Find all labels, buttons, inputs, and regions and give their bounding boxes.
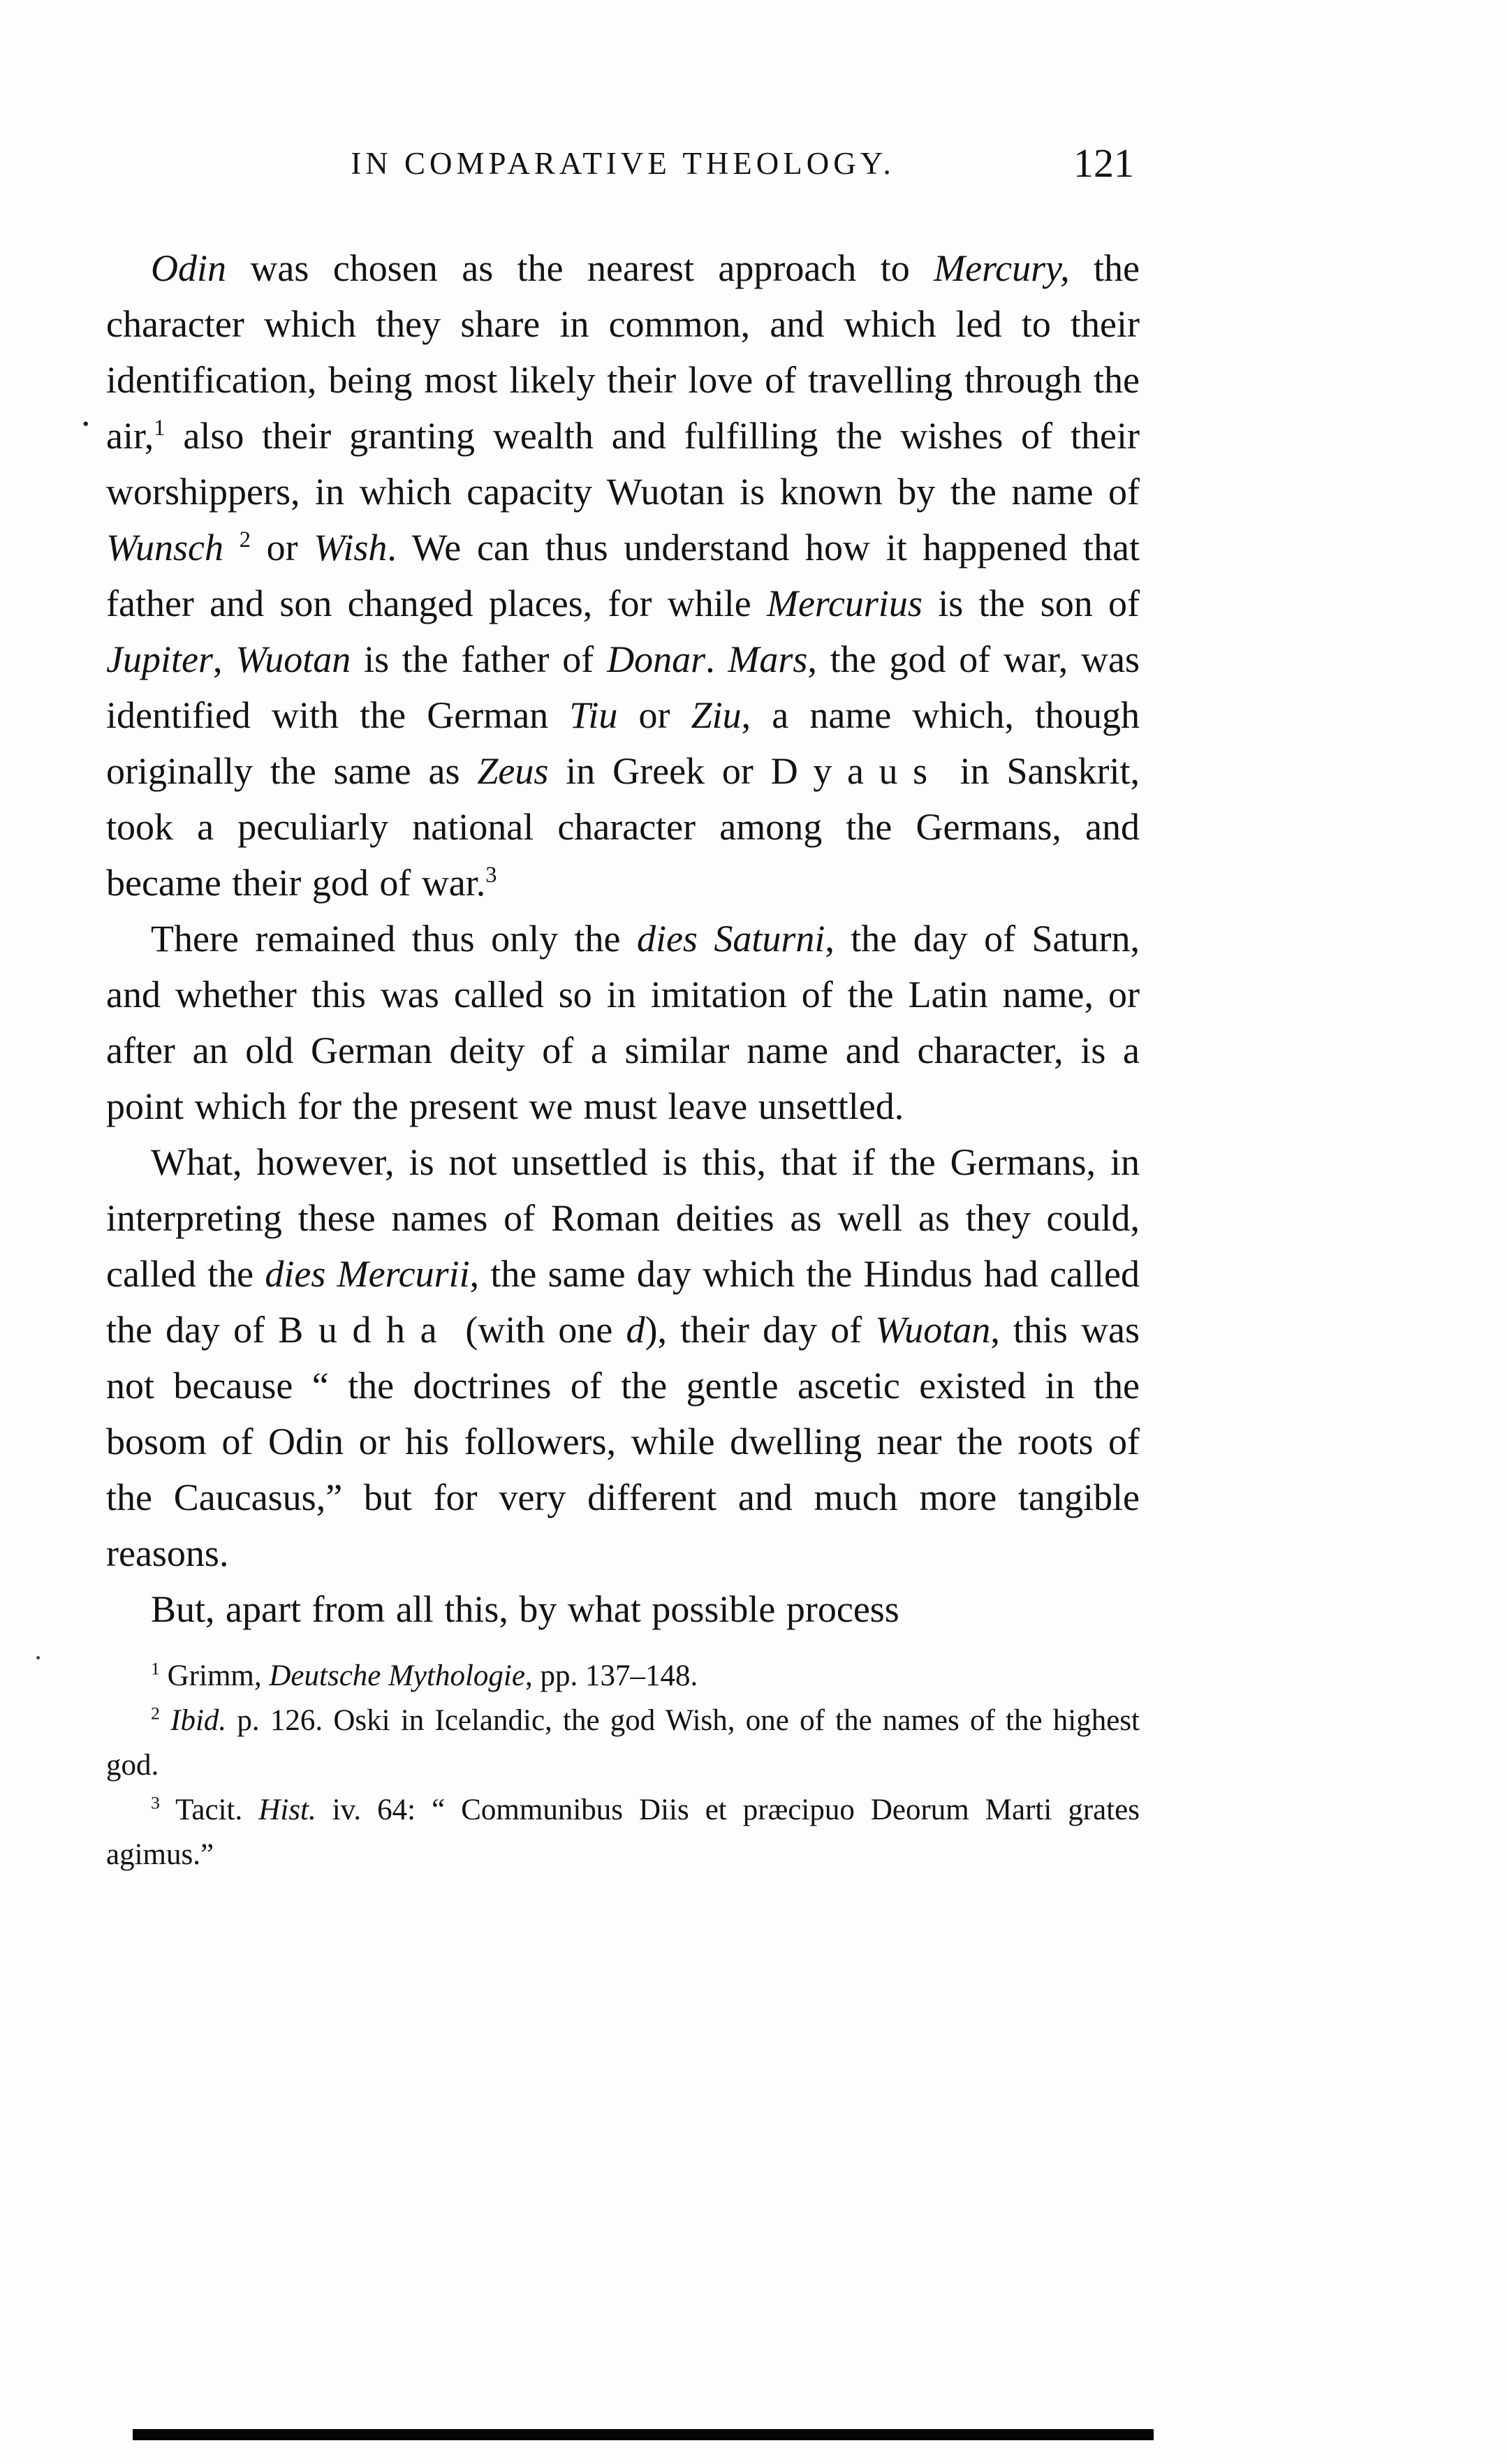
text-block — [106, 140, 1140, 1877]
paragraph: There remained thus only the dies Saturni, the day of Saturn, and whether this was called so in imitation of the Latin name, or after an old German deity of a similar name and character, is a point which for the present we must leave unsettled. — [106, 918, 1140, 1127]
scan-speck: · — [34, 1642, 43, 1673]
scan-artifact-line — [133, 2429, 1154, 2440]
scan-speck: . — [81, 392, 91, 434]
footnote: $^3$ Tacit. Hist. iv. 64: “ Communibus Diis et præcipuo Deorum Marti grates agimus.” — [106, 1792, 1140, 1871]
footnotes-block — [106, 1654, 1140, 1877]
page-header — [106, 140, 1140, 205]
footnote: $^1$ Grimm, Deutsche Mythologie, pp. 137–148. — [151, 1658, 698, 1692]
paragraph: But, apart from all this, by what possible process — [151, 1588, 899, 1630]
footnote: $^2$ Ibid. p. 126. Oski in Icelandic, the god Wish, one of the names of the highest god. — [106, 1703, 1140, 1782]
page-number: 121 — [1073, 140, 1134, 186]
paragraph: What, however, is not unsettled is this, that if the Germans, in interpreting these names of Roman deities as well as they could, called the dies Mercurii, the same day which the Hindus had called the day of Budha (with one d), their day of Wuotan, this was not because “ the doctrines of the gentle ascetic existed in the bosom of Odin or his followers, while dwelling near the roots of the Caucasus,” but for very different and much more tangible reasons. — [106, 1141, 1140, 1574]
running-header: IN COMPARATIVE THEOLOGY. — [351, 146, 895, 181]
paragraph: Odin was chosen as the nearest approach to Mercury, the character which they share in common, and which led to their identification, being most likely their love of travelling through the air,$^1$ also their granting wealth and fulfilling the wishes of their worshippers, in which capacity Wuotan is known by the name of Wunsch $^2$ or Wish. We can thus understand how it happened that father and son changed places, for while Mercurius is the son of Jupiter, Wuotan is the father of Donar. Mars, the god of war, was identified with the German Tiu or Ziu, a name which, though originally the same as Zeus in Greek or Dyaus in Sanskrit, took a peculiarly national character among the Germans, and became their god of war.$^3$ — [106, 247, 1140, 904]
